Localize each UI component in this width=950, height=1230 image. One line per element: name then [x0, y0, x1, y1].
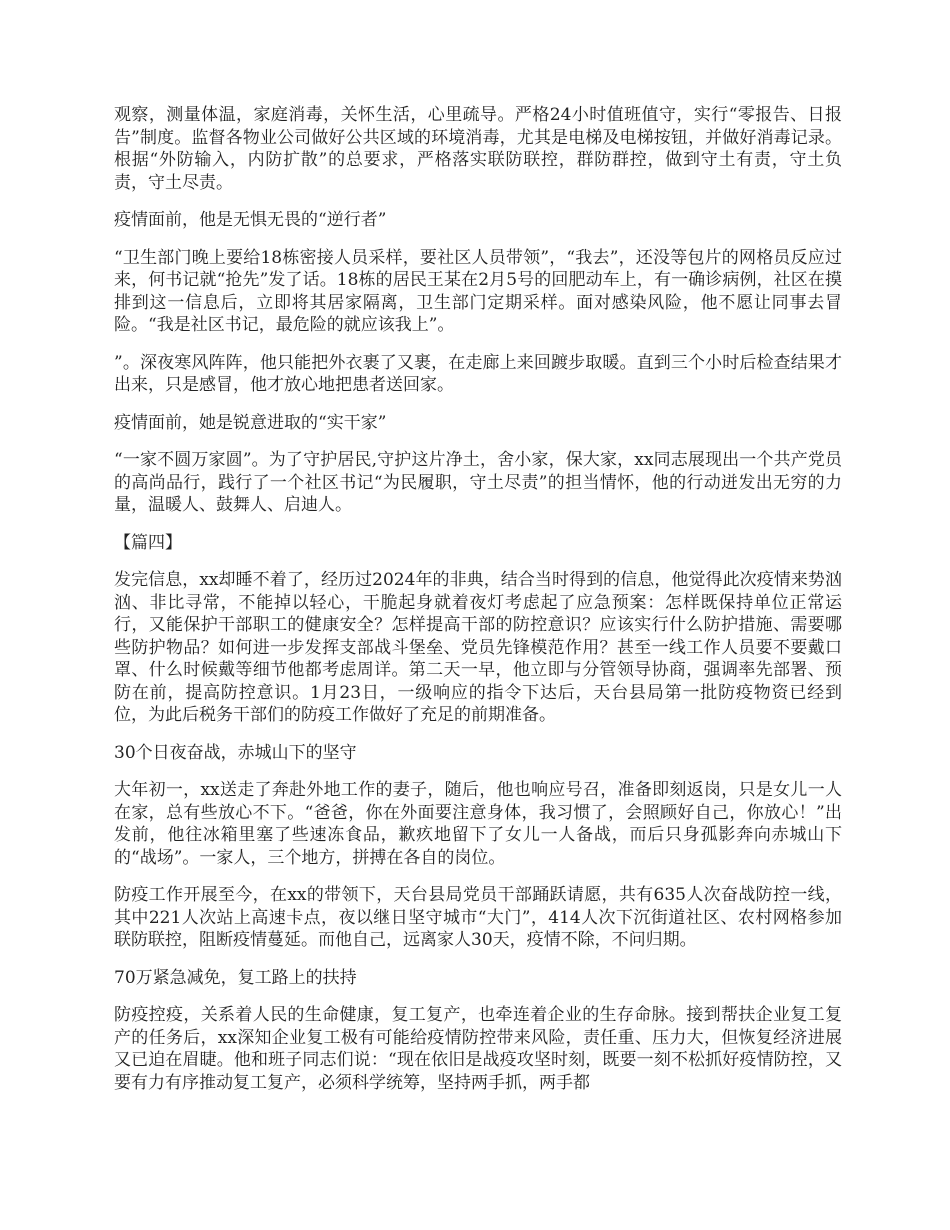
paragraph: 大年初一，xx送走了奔赴外地工作的妻子，随后，他也响应号召，准备即刻返岗，只是女儿一人在家，总有些放心不下。“爸爸，你在外面要注意身体，我习惯了，会照顾好自己，你放心！”出发前，他往冰箱里塞了些速冻食品，歉疚地留下了女儿一人备战，而后只身孤影奔向赤城山下的“战场”。一家人，三个地方，拼搏在各自的岗位。: [114, 780, 842, 868]
paragraph: 发完信息，xx却睡不着了，经历过2024年的非典，结合当时得到的信息，他觉得此次疫情来势汹汹、非比寻常，不能掉以轻心，干脆起身就着夜灯考虑起了应急预案：怎样既保持单位正常运行，又能保护干部职工的健康安全？怎样提高干部的防控意识？应该实行什么防护措施、需要哪些防护物品？如何进一步发挥支部战斗堡垒、党员先锋模范作用？甚至一线工作人员要不要戴口罩、什么时候戴等细节他都考虑周详。第二天一早，他立即与分管领导协商，强调率先部署、预防在前，提高防控意识。1月23日，一级响应的指令下达后，天台县局第一批防疫物资已经到位，为此后税务干部们的防疫工作做好了充足的前期准备。: [114, 570, 842, 725]
paragraph: 观察，测量体温，家庭消毒，关怀生活，心里疏导。严格24小时值班值守，实行“零报告、日报告”制度。监督各物业公司做好公共区域的环境消毒，尤其是电梯及电梯按钮，并做好消毒记录。根据“外防输入，内防扩散”的总要求，严格落实联防联控，群防群控，做到守土有责，守土负责，守土尽责。: [114, 105, 842, 193]
paragraph: 防疫工作开展至今，在xx的带领下，天台县局党员干部踊跃请愿，共有635人次奋战防控一线，其中221人次站上高速卡点，夜以继日坚守城市“大门”，414人次下沉街道社区、农村网格参加联防联控，阻断疫情蔓延。而他自己，远离家人30天，疫情不除，不问归期。: [114, 885, 842, 950]
section-heading: 30个日夜奋战，赤城山下的坚守: [114, 742, 357, 763]
section-heading: 70万紧急减免，复工路上的扶持: [114, 967, 357, 988]
paragraph: “一家不圆万家圆”。为了守护居民,守护这片净土，舍小家，保大家，xx同志展现出一个共产党员的高尚品行，践行了一个社区书记“为民履职，守土尽责”的担当情怀，他的行动迸发出无穷的力量，温暖人、鼓舞人、启迪人。: [114, 450, 842, 515]
document-page: [114, 104, 842, 1109]
paragraph: “卫生部门晚上要给18栋密接人员采样，要社区人员带领”，“我去”，还没等包片的网格员反应过来，何书记就“抢先”发了话。18栋的居民王某在2月5号的回肥动车上，有一确诊病例，社区在摸排到这一信息后，立即将其居家隔离，卫生部门定期采样。面对感染风险，他不愿让同事去冒险。“我是社区书记，最危险的就应该我上”。: [114, 247, 842, 335]
paragraph: 防疫控疫，关系着人民的生命健康，复工复产，也牵连着企业的生存命脉。接到帮扶企业复工复产的任务后，xx深知企业复工极有可能给疫情防控带来风险，责任重、压力大，但恢复经济进展又已迫在眉睫。他和班子同志们说：“现在依旧是战疫攻坚时刻，既要一刻不松抓好疫情防控，又要有力有序推动复工复产，必须科学统筹，坚持两手抓，两手都: [114, 1005, 842, 1093]
section-heading: 疫情面前，他是无惧无畏的“逆行者”: [114, 210, 387, 230]
section-heading: 疫情面前，她是锐意进取的“实干家”: [114, 412, 387, 433]
paragraph: ”。深夜寒风阵阵，他只能把外衣裹了又裹，在走廊上来回踱步取暖。直到三个小时后检查结果才出来，只是感冒，他才放心地把患者送回家。: [114, 352, 842, 395]
chapter-marker: 【篇四】: [114, 532, 182, 553]
